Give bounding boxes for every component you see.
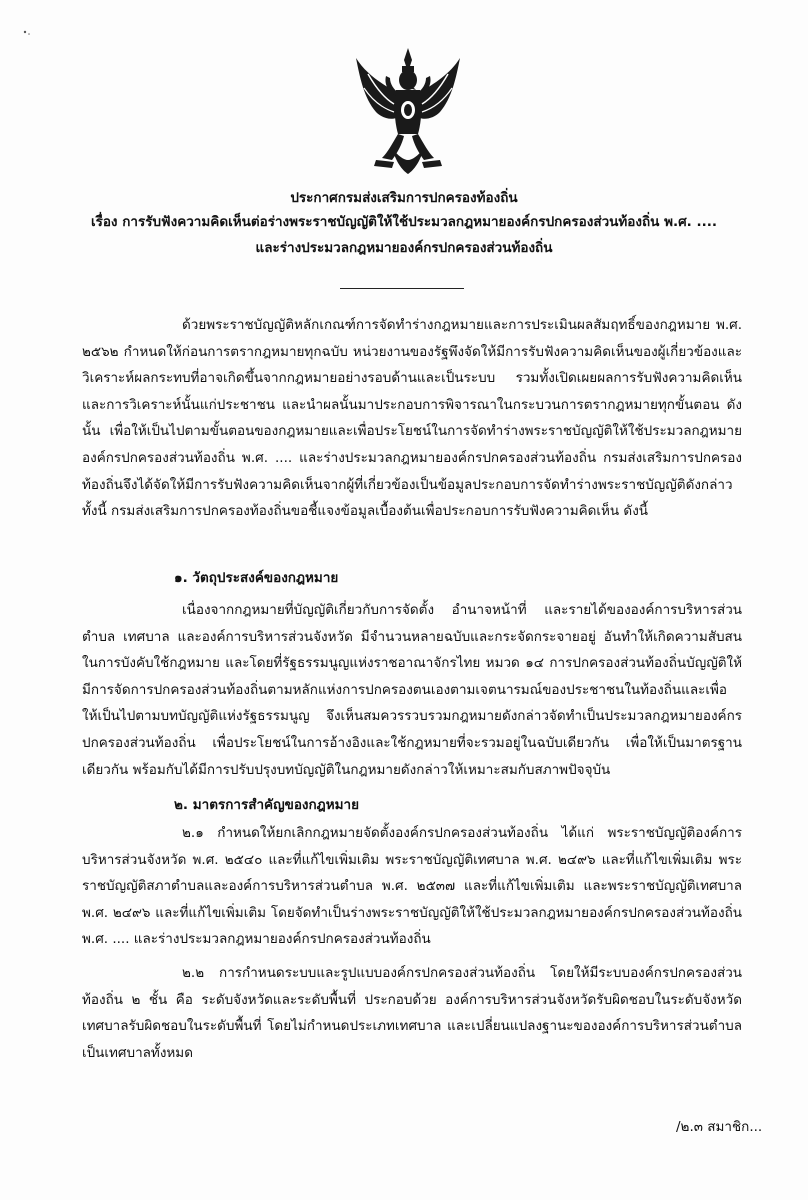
announcement-subject-continued: และร่างประมวลกฎหมายองค์กรปกครองส่วนท้องถิ่น xyxy=(255,240,553,256)
announcement-subject: เรื่อง การรับฟังความคิดเห็นต่อร่างพระราชบัญญัติให้ใช้ประมวลกฎหมายองค์กรปกครองส่วนท้องถิ่น พ.ศ. .... xyxy=(90,214,718,230)
garuda-emblem-icon xyxy=(352,44,464,178)
section-1-title: ๑. วัตถุประสงค์ของกฎหมาย xyxy=(174,570,339,586)
section-1-paragraph: เนื่องจากกฎหมายที่บัญญัติเกี่ยวกับการจัดตั้ง อำนาจหน้าที่ และรายได้ขององค์การบริหารส่วนตำบล เทศบาล และองค์การบริหารส่วนจังหวัด มีจำนวนหลายฉบับและกระจัดกระจายอยู่ อันทำให้เกิดความสับสนในการบังคับใช้กฎหมาย และโดยที่รัฐธรรมนูญแห่งราชอาณาจักรไทย หมวด ๑๔ การปกครองส่วนท้องถิ่นบัญญัติให้มีการจัดการปกครองส่วนท้องถิ่นตามหลักแห่งการปกครองตนเองตามเจตนารมณ์ของประชาชนในท้องถิ่นและเพื่อให้เป็นไปตามบทบัญญัติแห่งรัฐธรรมนูญ จึงเห็นสมควรรวบรวมกฎหมายดังกล่าวจัดทำเป็นประมวลกฎหมายองค์กรปกครองส่วนท้องถิ่น เพื่อประโยชน์ในการอ้างอิงและใช้กฎหมายที่จะรวมอยู่ในฉบับเดียวกัน เพื่อให้เป็นมาตรฐานเดียวกัน พร้อมกับได้มีการปรับปรุงบทบัญญัติในกฎหมายดังกล่าวให้เหมาะสมกับสภาพปัจจุบัน xyxy=(82,602,742,778)
section-2-title: ๒. มาตรการสำคัญของกฎหมาย xyxy=(174,797,360,813)
intro-paragraph: ด้วยพระราชบัญญัติหลักเกณฑ์การจัดทำร่างกฎหมายและการประเมินผลสัมฤทธิ์ของกฎหมาย พ.ศ. ๒๕๖๒ กำหนดให้ก่อนการตรากฎหมายทุกฉบับ หน่วยงานของรัฐพึงจัดให้มีการรับฟังความคิดเห็นของผู้เกี่ยวข้องและวิเคราะห์ผลกระทบที่อาจเกิดขึ้นจากกฎหมายอย่างรอบด้านและเป็นระบบ รวมทั้งเปิดเผยผลการรับฟังความคิดเห็นและการวิเคราะห์นั้นแก่ประชาชน และนำผลนั้นมาประกอบการพิจารณาในกระบวนการตรากฎหมายทุกขั้นตอน ดังนั้น เพื่อให้เป็นไปตามขั้นตอนของกฎหมายและเพื่อประโยชน์ในการจัดทำร่างพระราชบัญญัติให้ใช้ประมวลกฎหมายองค์กรปกครองส่วนท้องถิ่น พ.ศ. .... และร่างประมวลกฎหมายองค์กรปกครองส่วนท้องถิ่น กรมส่งเสริมการปกครองท้องถิ่นจึงได้จัดให้มีการรับฟังความคิดเห็นจากผู้ที่เกี่ยวข้องเป็นข้อมูลประกอบการจัดทำร่างพระราชบัญญัติดังกล่าว ทั้งนี้ กรมส่งเสริมการปกครองท้องถิ่นขอชี้แจงข้อมูลเบื้องต้นเพื่อประกอบการรับฟังความคิดเห็น ดังนี้ xyxy=(82,317,742,520)
title-divider xyxy=(340,288,464,289)
section-2-1-paragraph: ๒.๑ กำหนดให้ยกเลิกกฎหมายจัดตั้งองค์กรปกครองส่วนท้องถิ่น ได้แก่ พระราชบัญญัติองค์การบริหารส่วนจังหวัด พ.ศ. ๒๕๔๐ และที่แก้ไขเพิ่มเติม พระราชบัญญัติเทศบาล พ.ศ. ๒๔๙๖ และที่แก้ไขเพิ่มเติม พระราชบัญญัติสภาตำบลและองค์การบริหารส่วนตำบล พ.ศ. ๒๕๓๗ และที่แก้ไขเพิ่มเติม และพระราชบัญญัติเทศบาล พ.ศ. ๒๔๙๖ และที่แก้ไขเพิ่มเติม โดยจัดทำเป็นร่างพระราชบัญญัติให้ใช้ประมวลกฎหมายองค์กรปกครองส่วนท้องถิ่น พ.ศ. .... และร่างประมวลกฎหมายองค์กรปกครองส่วนท้องถิ่น xyxy=(82,825,742,948)
continuation-marker: /๒.๓ สมาชิก... xyxy=(676,1119,763,1135)
section-2-2-paragraph: ๒.๒ การกำหนดระบบและรูปแบบองค์กรปกครองส่วนท้องถิ่น โดยให้มีระบบองค์กรปกครองส่วนท้องถิ่น ๒ ชั้น คือ ระดับจังหวัดและระดับพื้นที่ ประกอบด้วย องค์การบริหารส่วนจังหวัดรับผิดชอบในระดับจังหวัด เทศบาลรับผิดชอบในระดับพื้นที่ โดยไม่กำหนดประเภทเทศบาล และเปลี่ยนแปลงฐานะขององค์การบริหารส่วนตำบลเป็นเทศบาลทั้งหมด xyxy=(82,965,742,1061)
announcement-title: ประกาศกรมส่งเสริมการปกครองท้องถิ่น xyxy=(290,190,518,206)
scan-speck xyxy=(22,28,32,38)
